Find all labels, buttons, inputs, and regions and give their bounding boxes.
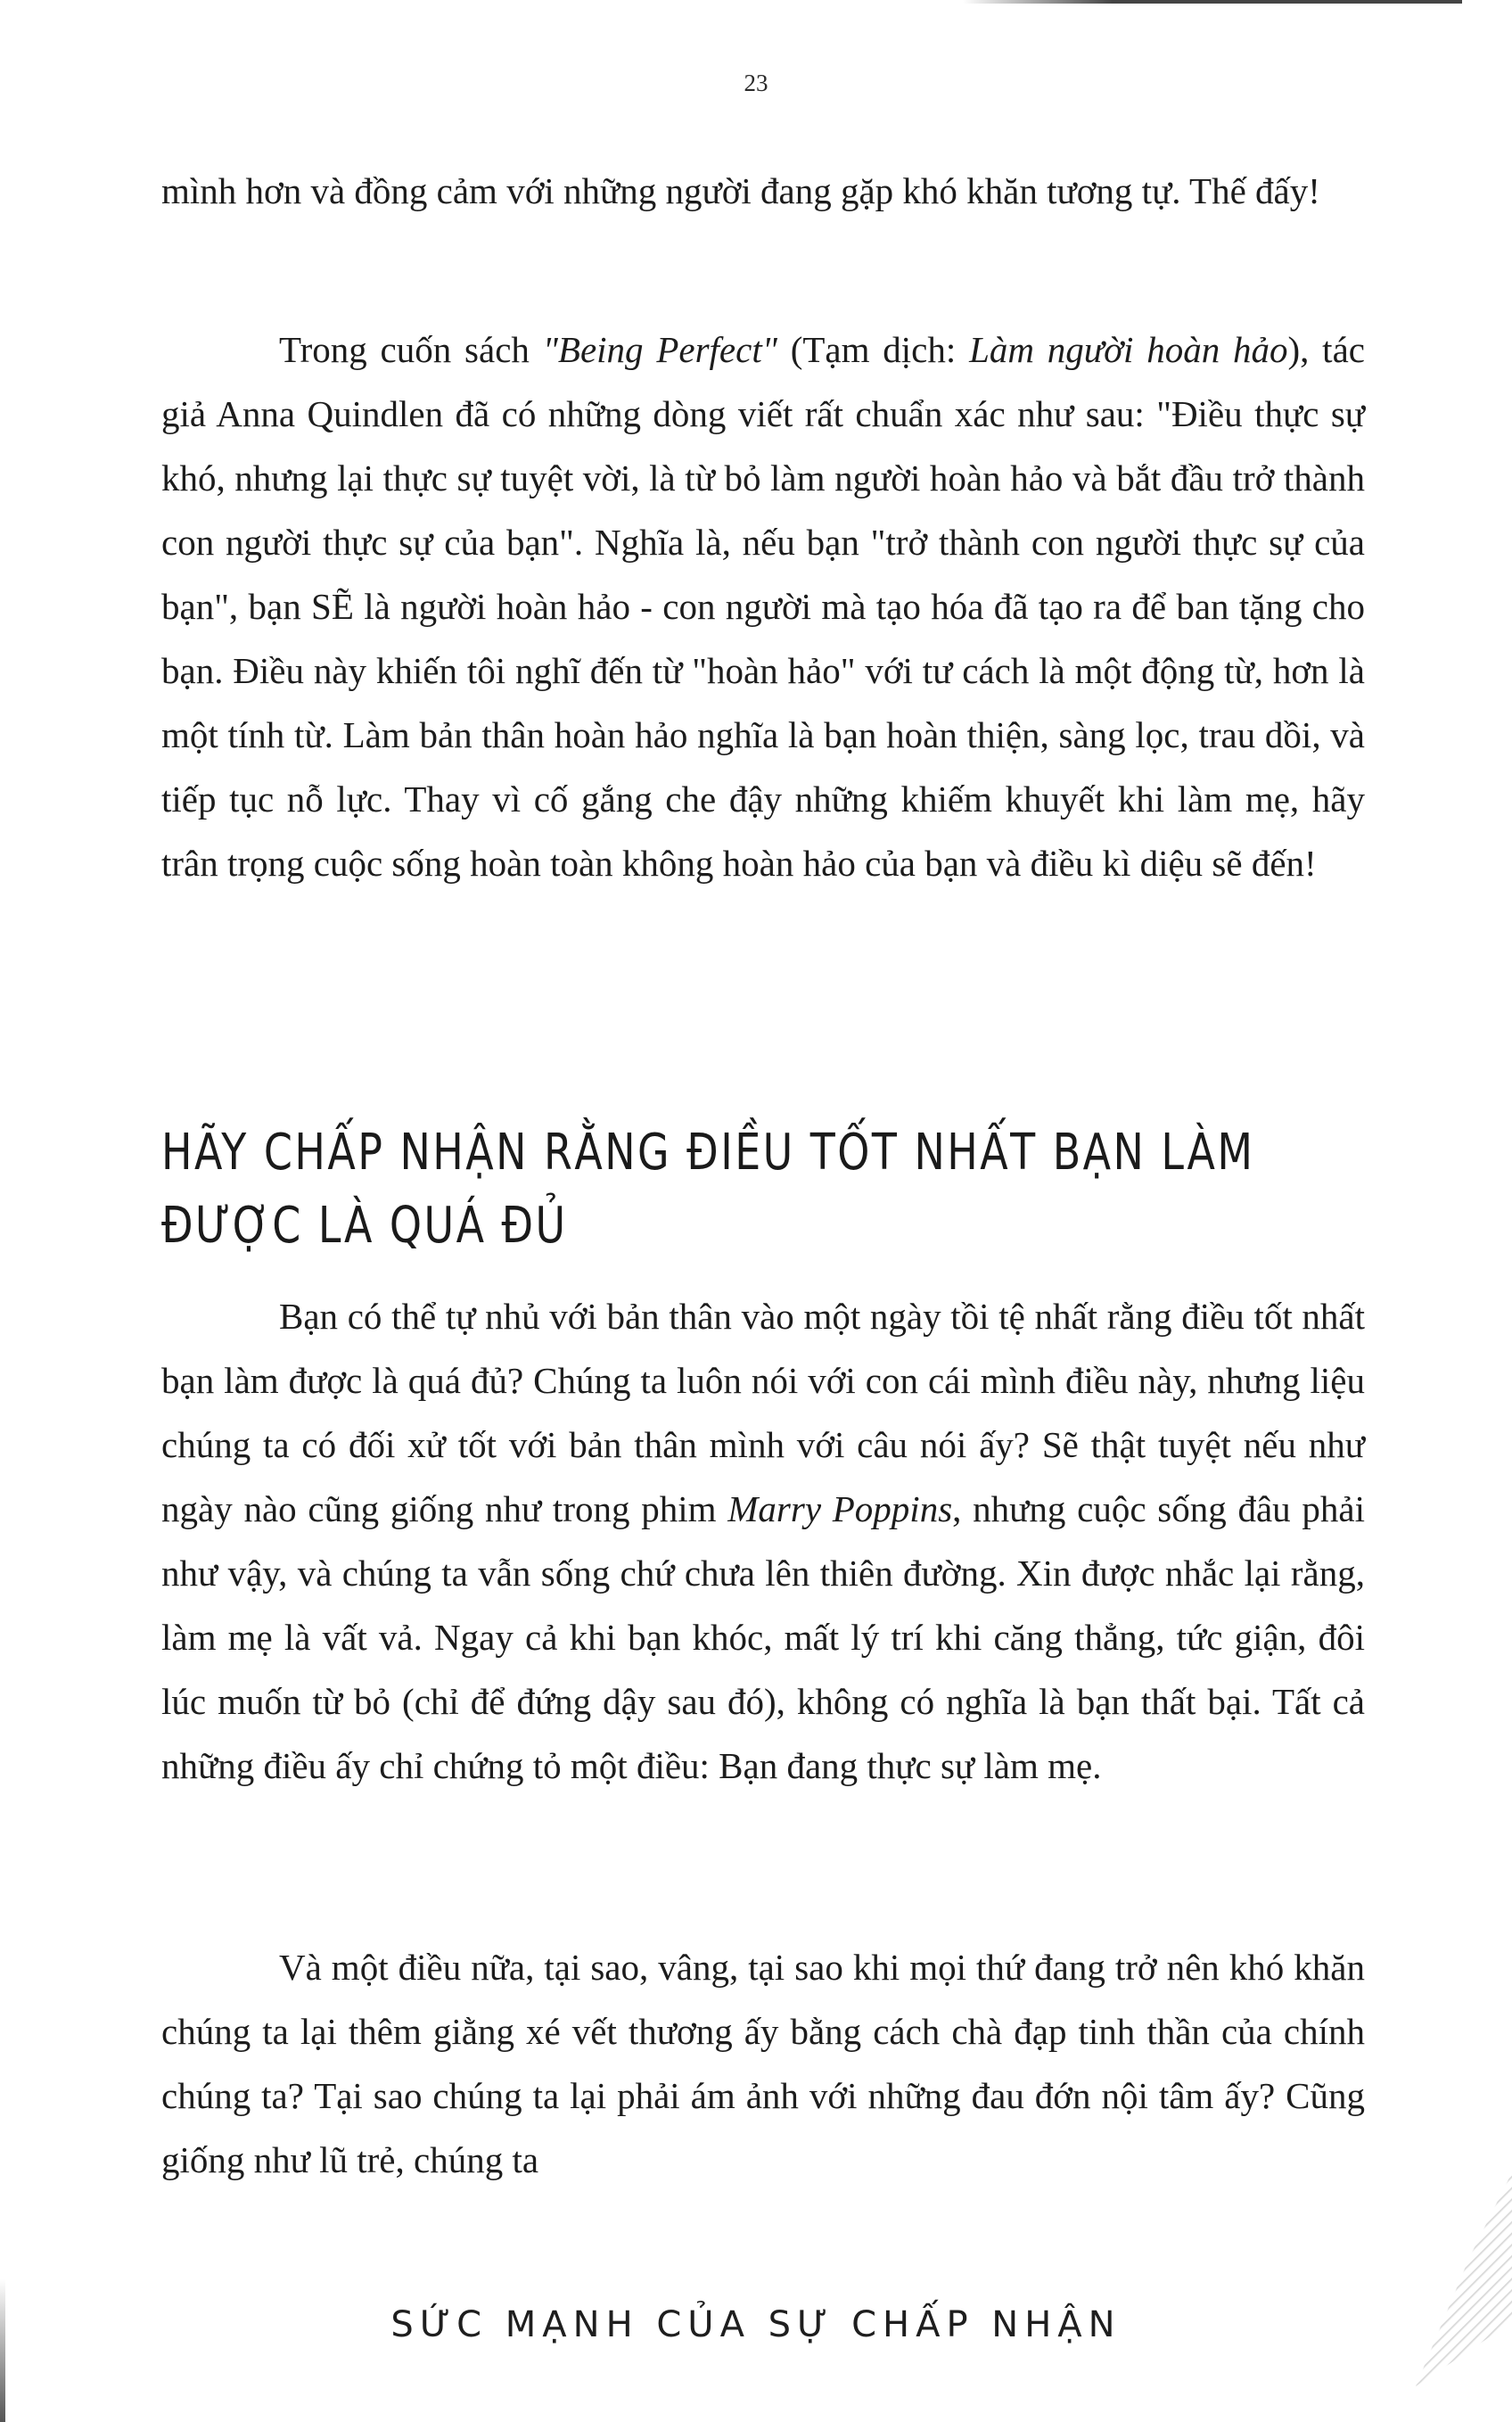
section-heading-line-2: ĐƯỢC LÀ QUÁ ĐỦ xyxy=(161,1197,568,1255)
book-title: "Being Perfect" xyxy=(542,329,777,370)
paragraph-text: Bạn có thể tự nhủ với bản thân vào một ngày tồi tệ nhất rằng điều tốt nhất bạn làm được là quá đủ? Chúng ta luôn nói với con cái mình điều này, nhưng liệu chúng ta có đối xử tốt với bản thân mình với câu nói ấy? Sẽ thật tuyệt nếu như ngày nào cũng giống như trong phim xyxy=(161,1296,1365,1529)
paragraph-best-is-enough xyxy=(161,1284,1365,1798)
paragraph-continuation: mình hơn và đồng cảm với những người đang gặp khó khăn tương tự. Thế đấy! xyxy=(161,170,1320,211)
paragraph-being-perfect xyxy=(161,317,1365,895)
page-corner-texture xyxy=(1405,2172,1512,2386)
running-footer: SỨC MẠNH CỦA SỰ CHẤP NHẬN xyxy=(390,2304,1122,2345)
translated-title: Làm người hoàn hảo xyxy=(969,329,1288,370)
paragraph-text: ), tác giả Anna Quindlen đã có những dòng viết rất chuẩn xác như sau: "Điều thực sự khó, nhưng lại thực sự tuyệt vời, là từ bỏ làm người hoàn hảo và bắt đầu trở thành con người thực sự của bạn". Nghĩa là, nếu bạn "trở thành con người thực sự của bạn", bạn SẼ là người hoàn hảo - con người mà tạo hóa đã tạo ra để ban tặng cho bạn. Điều này khiến tôi nghĩ đến từ "hoàn hảo" với tư cách là một động từ, hơn là một tính từ. Làm bản thân hoàn hảo nghĩa là bạn hoàn thiện, sàng lọc, trau dồi, và tiếp tục nỗ lực. Thay vì cố gắng che đậy những khiếm khuyết khi làm mẹ, hãy trân trọng cuộc sống hoàn toàn không hoàn hảo của bạn và điều kì diệu sẽ đến! xyxy=(161,329,1365,884)
section-heading xyxy=(161,1116,1360,1263)
paragraph-text: , nhưng cuộc sống đâu phải như vậy, và chúng ta vẫn sống chứ chưa lên thiên đường. Xin được nhắc lại rằng, làm mẹ là vất vả. Ngay cả khi bạn khóc, mất lý trí khi căng thẳng, tức giận, đôi lúc muốn từ bỏ (chỉ để đứng dậy sau đó), không có nghĩa là bạn thất bại. Tất cả những điều ấy chỉ chứng tỏ một điều: Bạn đang thực sự làm mẹ. xyxy=(161,1488,1365,1786)
paragraph-text: Trong cuốn sách xyxy=(279,329,543,370)
paragraph-why: Và một điều nữa, tại sao, vâng, tại sao khi mọi thứ đang trở nên khó khăn chúng ta lại thêm giằng xé vết thương ấy bằng cách chà đạp tinh thần của chính chúng ta? Tại sao chúng ta lại phải ám ảnh với những đau đớn nội tâm ấy? Cũng giống như lũ trẻ, chúng ta xyxy=(161,1947,1365,2180)
top-edge-rule xyxy=(963,0,1462,4)
page-number: 23 xyxy=(744,70,768,96)
paragraph-text: (Tạm dịch: xyxy=(777,329,970,370)
page-spine-shadow xyxy=(0,2279,5,2422)
film-title: Marry Poppins xyxy=(727,1488,953,1529)
section-heading-line-1: HÃY CHẤP NHẬN RẰNG ĐIỀU TỐT NHẤT BẠN LÀM xyxy=(161,1124,1255,1182)
